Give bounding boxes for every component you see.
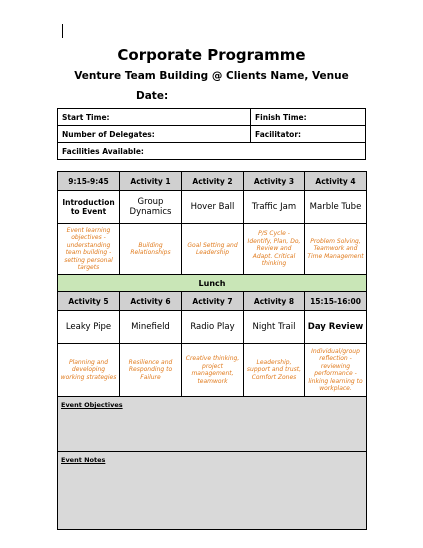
- activity-description-cell[interactable]: Resilience and Responding to Failure: [120, 344, 182, 397]
- activity-description-cell[interactable]: Planning and developing working strategies: [58, 344, 120, 397]
- facilitator-field[interactable]: Facilitator:: [251, 126, 366, 143]
- activity-name-cell[interactable]: Radio Play: [182, 311, 244, 344]
- text-cursor: [62, 24, 63, 38]
- start-time-field[interactable]: Start Time:: [58, 109, 251, 126]
- schedule-header-cell: 15:15-16:00: [305, 292, 367, 311]
- schedule-header-cell: 9:15-9:45: [58, 172, 120, 191]
- morning-description-row: [58, 224, 367, 275]
- schedule-header-cell: Activity 2: [182, 172, 244, 191]
- morning-activity-row: [58, 191, 367, 224]
- lunch-cell: Lunch: [58, 275, 367, 292]
- schedule-header-cell: Activity 5: [58, 292, 120, 311]
- afternoon-activity-row: [58, 311, 367, 344]
- notes-row: [58, 452, 367, 530]
- event-objectives-heading: Event Objectives: [61, 401, 123, 409]
- activity-name-cell[interactable]: Traffic Jam: [244, 191, 305, 224]
- page-subtitle: Venture Team Building @ Clients Name, Venue: [74, 70, 349, 82]
- schedule-header-cell: Activity 4: [305, 172, 367, 191]
- activity-name-cell[interactable]: Introduction to Event: [58, 191, 120, 224]
- page-title: Corporate Programme: [117, 46, 306, 64]
- activity-description-cell[interactable]: Building Relationships: [120, 224, 182, 275]
- activity-name-cell[interactable]: Marble Tube: [305, 191, 367, 224]
- activity-name-cell[interactable]: Night Trail: [244, 311, 305, 344]
- morning-header-row: [58, 172, 367, 191]
- activity-name-cell[interactable]: Hover Ball: [182, 191, 244, 224]
- activity-name-cell[interactable]: Minefield: [120, 311, 182, 344]
- afternoon-header-row: [58, 292, 367, 311]
- event-notes-cell[interactable]: [58, 452, 367, 530]
- activity-name-cell[interactable]: Group Dynamics: [120, 191, 182, 224]
- activity-description-cell[interactable]: Goal Setting and Leadership: [182, 224, 244, 275]
- event-objectives-cell[interactable]: [58, 397, 367, 452]
- activity-description-cell[interactable]: Individual/group reflection - reviewing performance - linking learning to workplace.: [305, 344, 367, 397]
- event-notes-heading: Event Notes: [61, 456, 106, 464]
- activity-name-cell[interactable]: Leaky Pipe: [58, 311, 120, 344]
- facilities-field[interactable]: Facilities Available:: [58, 143, 366, 160]
- finish-time-field[interactable]: Finish Time:: [251, 109, 366, 126]
- date-label: Date:: [136, 90, 169, 102]
- activity-description-cell[interactable]: Creative thinking, project management, teamwork: [182, 344, 244, 397]
- activity-name-cell[interactable]: Day Review: [305, 311, 367, 344]
- afternoon-description-row: [58, 344, 367, 397]
- activity-description-cell[interactable]: Problem Solving, Teamwork and Time Management: [305, 224, 367, 275]
- schedule-table: [57, 171, 367, 530]
- delegates-field[interactable]: Number of Delegates:: [58, 126, 251, 143]
- schedule-header-cell: Activity 3: [244, 172, 305, 191]
- objectives-row: [58, 397, 367, 452]
- activity-description-cell[interactable]: Event learning objectives - understanding team building - setting personal targets: [58, 224, 120, 275]
- activity-description-cell[interactable]: Leadership, support and trust, Comfort Zones: [244, 344, 305, 397]
- lunch-row: [58, 275, 367, 292]
- schedule-header-cell: Activity 8: [244, 292, 305, 311]
- event-info-table: [57, 108, 366, 160]
- activity-description-cell[interactable]: P/S Cycle - Identify, Plan, Do, Review and Adapt. Critical thinking: [244, 224, 305, 275]
- schedule-header-cell: Activity 1: [120, 172, 182, 191]
- schedule-header-cell: Activity 7: [182, 292, 244, 311]
- schedule-header-cell: Activity 6: [120, 292, 182, 311]
